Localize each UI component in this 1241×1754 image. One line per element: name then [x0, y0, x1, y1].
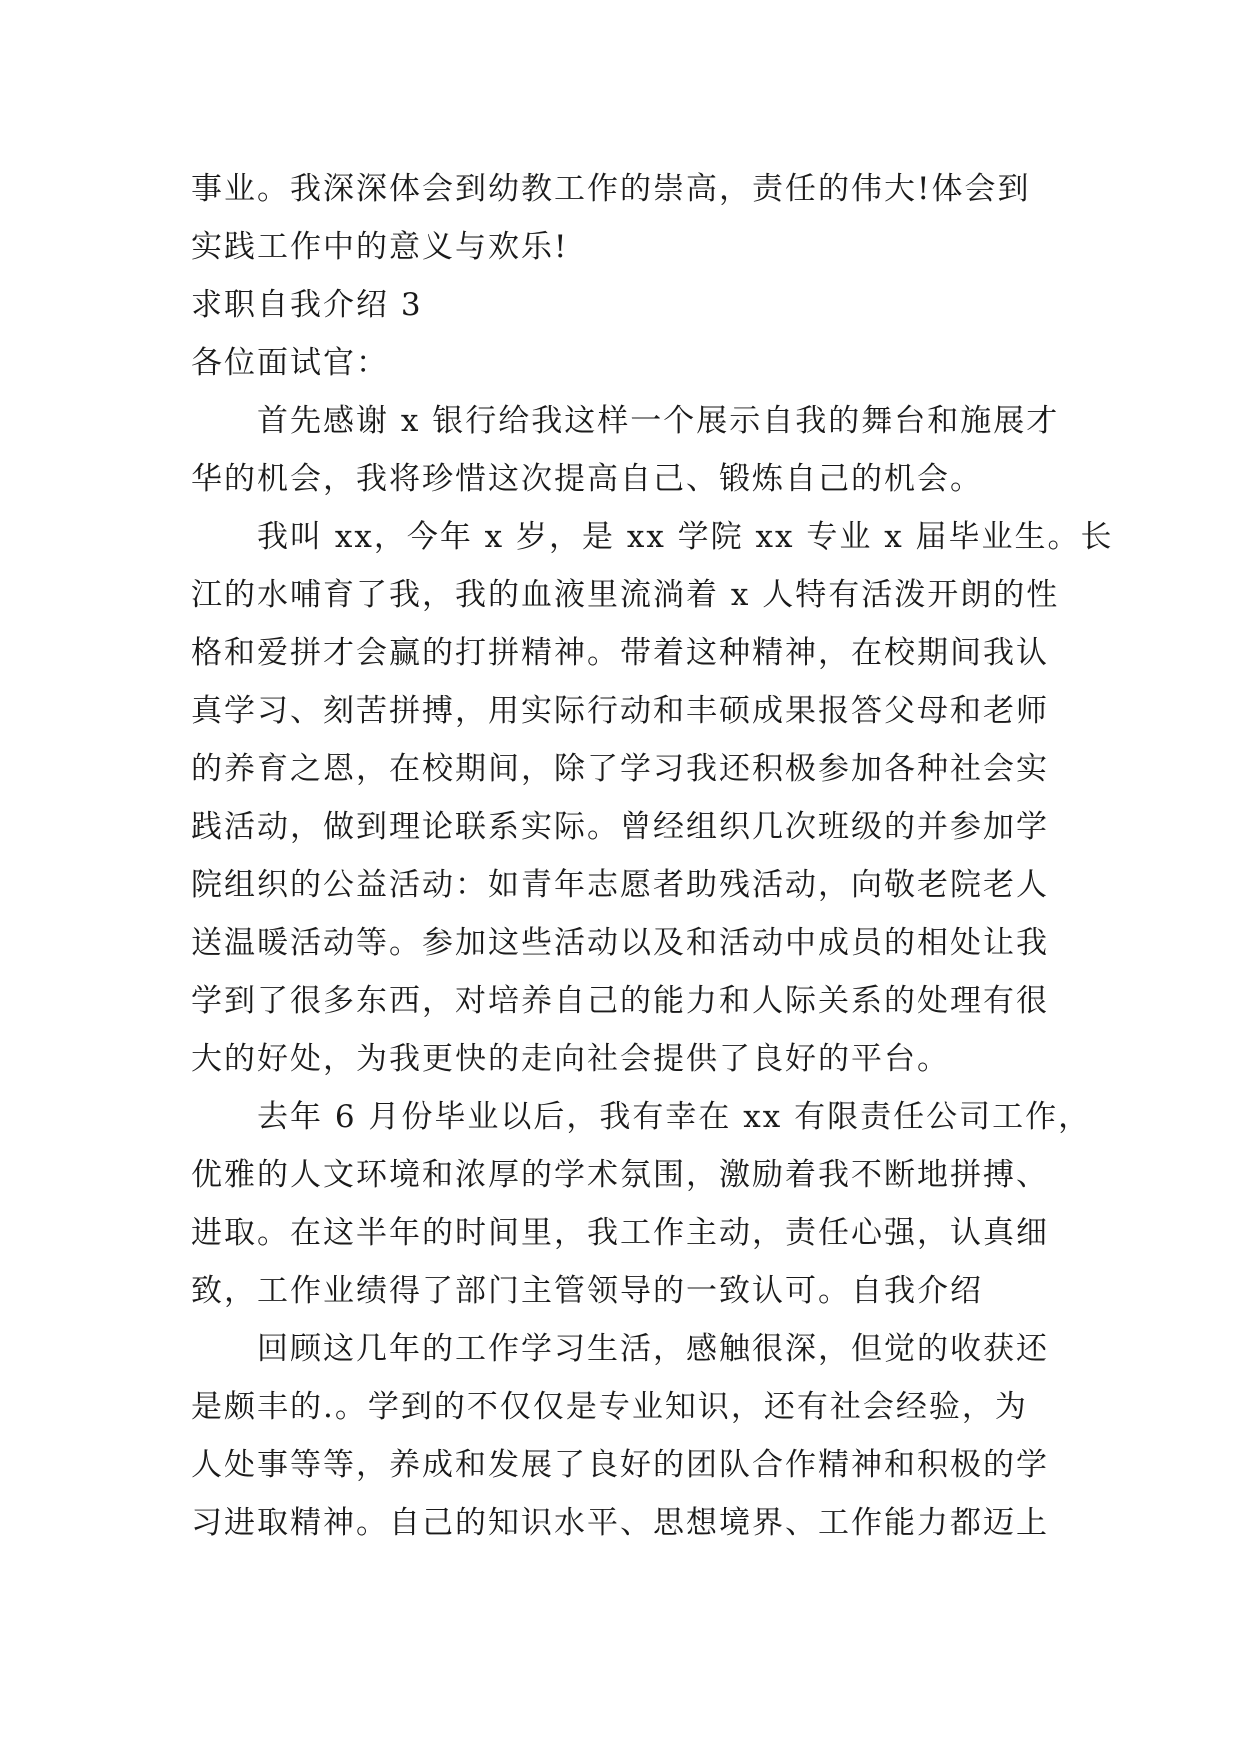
text-line: 格和爱拼才会赢的打拼精神。带着这种精神，在校期间我认 — [191, 635, 1049, 671]
text-line: 的养育之恩，在校期间，除了学习我还积极参加各种社会实 — [191, 751, 1049, 787]
text-line: 事业。我深深体会到幼教工作的崇高，责任的伟大!体会到 — [191, 171, 1031, 207]
text-line: 人处事等等，养成和发展了良好的团队合作精神和积极的学 — [191, 1447, 1049, 1483]
section-heading: 求职自我介绍 3 — [191, 287, 423, 323]
document-body — [191, 160, 1114, 1552]
text-line: 华的机会，我将珍惜这次提高自己、锻炼自己的机会。 — [191, 461, 983, 497]
salutation: 各位面试官： — [191, 345, 389, 381]
text-line: 真学习、刻苦拼搏，用实际行动和丰硕成果报答父母和老师 — [191, 693, 1049, 729]
text-line: 践活动，做到理论联系实际。曾经组织几次班级的并参加学 — [191, 809, 1049, 845]
paragraph-start: 我叫 xx，今年 x 岁，是 xx 学院 xx 专业 x 届毕业生。长 — [257, 519, 1114, 555]
paragraph-start: 回顾这几年的工作学习生活，感触很深，但觉的收获还 — [257, 1331, 1049, 1367]
text-line: 优雅的人文环境和浓厚的学术氛围，激励着我不断地拼搏、 — [191, 1157, 1049, 1193]
text-line: 学到了很多东西，对培养自己的能力和人际关系的处理有很 — [191, 983, 1049, 1019]
text-line: 是颇丰的.。学到的不仅仅是专业知识，还有社会经验，为 — [191, 1389, 1028, 1425]
text-line: 大的好处，为我更快的走向社会提供了良好的平台。 — [191, 1041, 950, 1077]
paragraph-start: 首先感谢 x 银行给我这样一个展示自我的舞台和施展才 — [257, 403, 1060, 439]
text-line: 实践工作中的意义与欢乐! — [191, 229, 569, 265]
text-line: 送温暖活动等。参加这些活动以及和活动中成员的相处让我 — [191, 925, 1049, 961]
text-line: 致，工作业绩得了部门主管领导的一致认可。自我介绍 — [191, 1273, 983, 1309]
text-line: 习进取精神。自己的知识水平、思想境界、工作能力都迈上 — [191, 1505, 1049, 1541]
text-line: 进取。在这半年的时间里，我工作主动，责任心强，认真细 — [191, 1215, 1049, 1251]
text-line: 院组织的公益活动：如青年志愿者助残活动，向敬老院老人 — [191, 867, 1049, 903]
paragraph-start: 去年 6 月份毕业以后，我有幸在 xx 有限责任公司工作， — [257, 1099, 1092, 1135]
text-line: 江的水哺育了我，我的血液里流淌着 x 人特有活泼开朗的性 — [191, 577, 1060, 613]
